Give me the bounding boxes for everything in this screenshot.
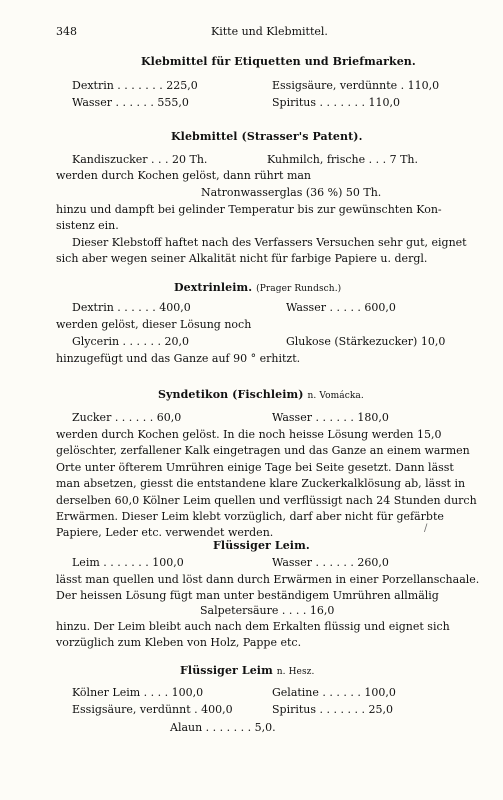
text-line: man absetzen, giesst die entstandene klare Zuckerkalklösung ab, lässt in bbox=[56, 477, 466, 490]
recipe-line: Gelatine . . . . . . 100,0 bbox=[272, 686, 396, 699]
section-title: Klebmittel für Etiquetten und Briefmarken. bbox=[141, 55, 416, 68]
recipe-line: Glycerin . . . . . . 20,0 bbox=[72, 335, 189, 348]
recipe-line: Kuhmilch, frische . . . 7 Th. bbox=[267, 153, 418, 166]
recipe-line: Wasser . . . . . . 260,0 bbox=[272, 556, 389, 569]
section-title-text: Flüssiger Leim bbox=[180, 664, 273, 677]
text-line: Papiere, Leder etc. verwendet werden. bbox=[56, 526, 274, 539]
text-line: Dieser Klebstoff haftet nach des Verfassers Versuchen sehr gut, eignet bbox=[72, 236, 467, 249]
text-line: sich aber wegen seiner Alkalität nicht für farbige Papiere u. dergl. bbox=[56, 252, 428, 265]
text-line: Orte unter öfterem Umrühren einige Tage bei Seite gesetzt. Dann lässt bbox=[56, 461, 454, 474]
recipe-line: Spiritus . . . . . . . 110,0 bbox=[272, 96, 400, 109]
running-title: Kitte und Klebmittel. bbox=[211, 25, 328, 38]
section-source: n. Hesz. bbox=[276, 667, 315, 677]
recipe-line: Natronwasserglas (36 %) 50 Th. bbox=[201, 186, 382, 199]
ink-mark: / bbox=[424, 523, 428, 534]
section-title-text: Syndetikon (Fischleim) bbox=[158, 388, 304, 401]
text-line: Erwärmen. Dieser Leim klebt vorzüglich, darf aber nicht für gefärbte bbox=[56, 510, 444, 523]
recipe-line: Kölner Leim . . . . 100,0 bbox=[72, 686, 204, 699]
recipe-line: Leim . . . . . . . 100,0 bbox=[72, 556, 184, 569]
recipe-line: Wasser . . . . . . 180,0 bbox=[272, 411, 389, 424]
recipe-line: Alaun . . . . . . . 5,0. bbox=[170, 721, 276, 734]
text-line: vorzüglich zum Kleben von Holz, Pappe etc. bbox=[56, 636, 302, 649]
recipe-line: Wasser . . . . . 600,0 bbox=[286, 301, 396, 314]
section-title: Klebmittel (Strasser's Patent). bbox=[171, 130, 363, 143]
text-line: werden gelöst, dieser Lösung noch bbox=[56, 318, 252, 331]
text-line: Der heissen Lösung fügt man unter beständigem Umrühren allmälig bbox=[56, 589, 439, 602]
text-line: werden durch Kochen gelöst. In die noch heisse Lösung werden 15,0 bbox=[56, 428, 442, 441]
text-line: sistenz ein. bbox=[56, 219, 119, 232]
text-line: gelöschter, zerfallener Kalk eingetragen und das Ganze an einem warmen bbox=[56, 444, 470, 457]
recipe-line: Essigsäure, verdünnte . 110,0 bbox=[272, 79, 440, 92]
recipe-line: Glukose (Stärkezucker) 10,0 bbox=[286, 335, 446, 348]
text-line: derselben 60,0 Kölner Leim quellen und verflüssigt nach 24 Stunden durch bbox=[56, 494, 477, 507]
recipe-line: Spiritus . . . . . . . 25,0 bbox=[272, 703, 393, 716]
text-line: hinzugefügt und das Ganze auf 90 ° erhitzt. bbox=[56, 352, 301, 365]
section-title: Flüssiger Leim. bbox=[213, 539, 310, 552]
section-source: n. Vomácka. bbox=[307, 391, 364, 401]
recipe-line: Essigsäure, verdünnt . 400,0 bbox=[72, 703, 233, 716]
recipe-line: Zucker . . . . . . 60,0 bbox=[72, 411, 182, 424]
text-line: hinzu. Der Leim bleibt auch nach dem Erkalten flüssig und eignet sich bbox=[56, 620, 450, 633]
section-title bbox=[158, 388, 364, 401]
text-line: hinzu und dampft bei gelinder Temperatur bis zur gewünschten Kon- bbox=[56, 203, 442, 216]
section-title bbox=[180, 664, 314, 677]
section-source: (Prager Rundsch.) bbox=[256, 284, 342, 294]
recipe-line: Kandiszucker . . . 20 Th. bbox=[72, 153, 208, 166]
recipe-line: Wasser . . . . . . 555,0 bbox=[72, 96, 189, 109]
recipe-line: Salpetersäure . . . . 16,0 bbox=[200, 604, 335, 617]
section-title-text: Dextrinleim. bbox=[174, 281, 253, 294]
text-line: werden durch Kochen gelöst, dann rührt man bbox=[56, 169, 312, 182]
text-line: lässt man quellen und löst dann durch Erwärmen in einer Porzellanschaale. bbox=[56, 573, 480, 586]
page-number: 348 bbox=[56, 25, 77, 38]
section-title bbox=[174, 281, 341, 294]
recipe-line: Dextrin . . . . . . . 225,0 bbox=[72, 79, 198, 92]
recipe-line: Dextrin . . . . . . 400,0 bbox=[72, 301, 191, 314]
